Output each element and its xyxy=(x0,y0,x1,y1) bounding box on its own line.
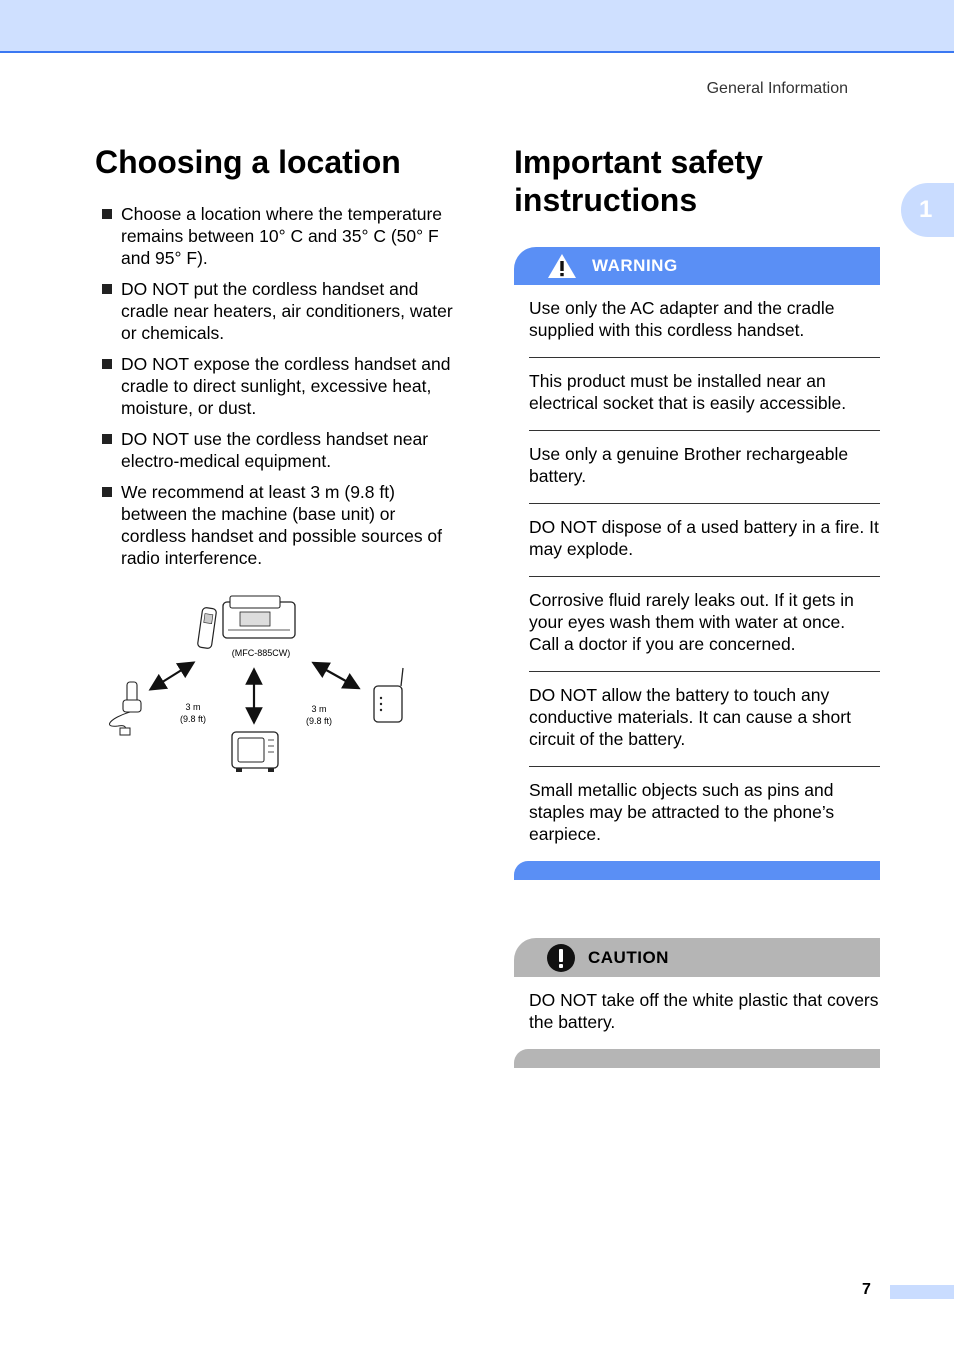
chapter-tab xyxy=(901,183,954,237)
chapter-number: 1 xyxy=(919,196,933,223)
bullet-text: We recommend at least 3 m (9.8 ft) between the machine (base unit) or cordless handset and possible sources of radio interference. xyxy=(121,482,443,568)
warning-header xyxy=(514,247,880,285)
bullet-square-icon xyxy=(102,487,112,497)
warning-item: Use only a genuine Brother rechargeable battery. xyxy=(529,431,880,504)
caution-header xyxy=(514,938,880,977)
list-item xyxy=(100,278,464,344)
microwave-icon xyxy=(232,732,278,772)
page-title-safety-instructions: Important safety instructions xyxy=(514,144,763,218)
list-item xyxy=(100,353,464,419)
cordless-handset-icon xyxy=(109,682,141,735)
caution-label: CAUTION xyxy=(588,947,669,967)
caution-footer-bar xyxy=(514,1049,880,1068)
caution-text: DO NOT take off the white plastic that covers the battery. xyxy=(529,990,879,1032)
bullet-square-icon xyxy=(102,359,112,369)
bullet-text: DO NOT use the cordless handset near electro-medical equipment. xyxy=(121,429,429,471)
machine-label: (MFC-885CW) xyxy=(231,648,291,658)
page-number-bar xyxy=(890,1285,954,1299)
page-number: 7 xyxy=(862,1281,871,1298)
right-distance-ft-label: (9.8 ft) xyxy=(305,716,333,726)
list-item xyxy=(100,203,464,269)
list-item xyxy=(100,428,464,472)
exclamation-circle-icon xyxy=(546,943,576,973)
location-bullet-list xyxy=(100,203,464,578)
distance-arrow-left xyxy=(156,666,188,686)
left-distance-label: 3 m xyxy=(185,702,201,712)
warning-label: WARNING xyxy=(592,256,678,275)
placement-diagram xyxy=(100,590,420,790)
section-header: General Information xyxy=(706,80,848,97)
warning-footer-bar xyxy=(514,861,880,880)
warning-item: DO NOT dispose of a used battery in a fire. It may explode. xyxy=(529,504,880,577)
bullet-square-icon xyxy=(102,284,112,294)
warning-item: Use only the AC adapter and the cradle supplied with this cordless handset. xyxy=(529,285,880,358)
top-banner xyxy=(0,0,954,53)
wireless-router-icon xyxy=(374,668,403,722)
list-item xyxy=(100,481,464,569)
distance-arrow-right xyxy=(319,666,353,685)
bullet-text: Choose a location where the temperature remains between 10° C and 35° C (50° F and 95° F). xyxy=(121,204,443,268)
page-title-choosing-location: Choosing a location xyxy=(95,144,401,180)
bullet-square-icon xyxy=(102,434,112,444)
bullet-text: DO NOT expose the cordless handset and cradle to direct sunlight, excessive heat, moisture, or dust. xyxy=(121,354,451,418)
bullet-text: DO NOT put the cordless handset and cradle near heaters, air conditioners, water or chemicals. xyxy=(121,279,453,343)
bullet-square-icon xyxy=(102,209,112,219)
left-distance-ft-label: (9.8 ft) xyxy=(179,714,207,724)
warning-box xyxy=(514,247,880,880)
warning-item: Corrosive fluid rarely leaks out. If it gets in your eyes wash them with water at once. Call a doctor if you are concerned. xyxy=(529,577,880,672)
right-distance-label: 3 m xyxy=(311,704,327,714)
warning-item: Small metallic objects such as pins and staples may be attracted to the phone’s earpiece. xyxy=(529,780,835,844)
caution-box xyxy=(514,938,880,1068)
warning-triangle-icon xyxy=(546,252,578,280)
warning-item: DO NOT allow the battery to touch any conductive materials. It can cause a short circuit of the battery. xyxy=(529,672,880,767)
mfc-machine-icon xyxy=(197,596,295,649)
warning-item: This product must be installed near an electrical socket that is easily accessible. xyxy=(529,358,880,431)
